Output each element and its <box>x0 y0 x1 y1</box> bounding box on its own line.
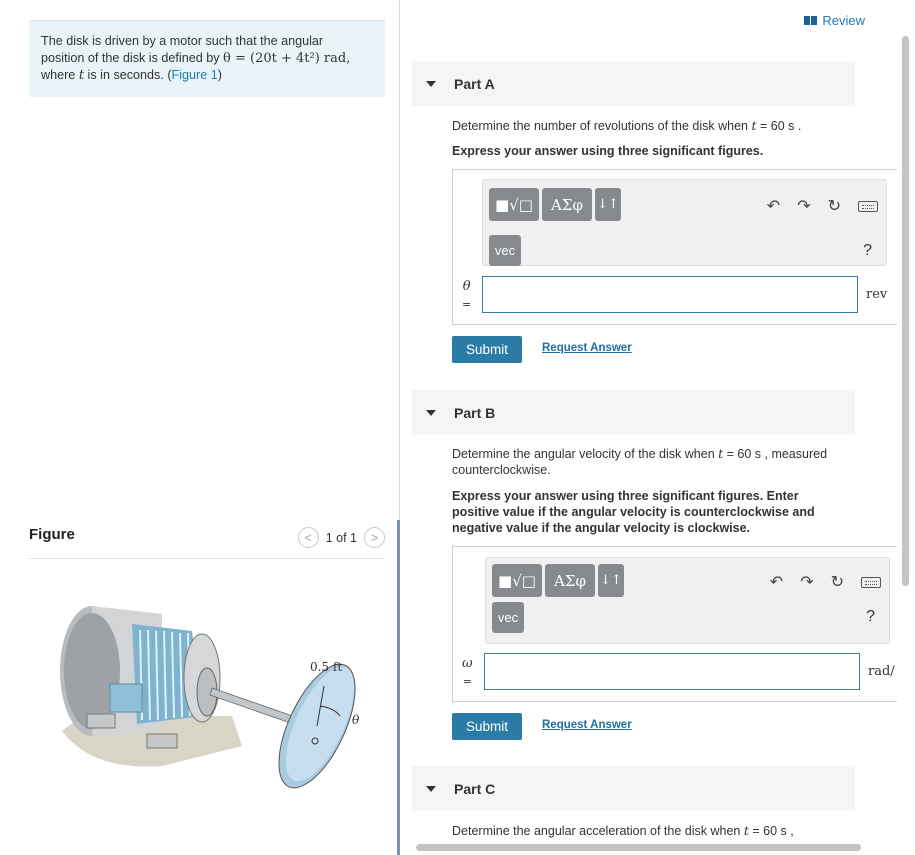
help-icon[interactable]: ? <box>866 608 875 625</box>
next-figure-button[interactable]: > <box>364 527 385 548</box>
omega-symbol: ω <box>462 656 473 671</box>
part-b-question-end: = 60 s , measured <box>723 447 828 461</box>
part-a-answer-box <box>452 169 897 325</box>
part-a-request-answer-link[interactable]: Request Answer <box>542 342 632 354</box>
prev-figure-button[interactable]: < <box>298 527 319 548</box>
part-b-instruction-2: positive value if the angular velocity is counterclockwise and <box>452 505 815 519</box>
part-b-instruction-3: negative value if the angular velocity is clockwise. <box>452 521 751 535</box>
part-a-question-text: Determine the number of revolutions of the disk when <box>452 119 752 133</box>
problem-text-5: ) <box>217 68 222 82</box>
figure-page-count: 1 of 1 <box>325 530 357 545</box>
problem-statement <box>29 20 385 97</box>
help-icon[interactable]: ? <box>863 242 872 259</box>
part-a-instruction: Express your answer using three significant figures. <box>452 144 764 158</box>
part-b-question <box>452 446 827 478</box>
part-b-request-answer-link[interactable]: Request Answer <box>542 719 632 731</box>
problem-text-3: where <box>41 68 79 82</box>
part-a-question <box>452 118 801 134</box>
greek-symbols-button[interactable]: ΑΣφ <box>542 188 592 221</box>
redo-icon[interactable]: ↷ <box>800 574 814 591</box>
part-a-t-var: t <box>751 118 757 133</box>
part-b-question-line2: counterclockwise. <box>452 463 551 477</box>
math-toolbar <box>485 557 890 644</box>
theta-symbol: θ <box>462 279 471 294</box>
keyboard-icon[interactable] <box>858 201 878 212</box>
part-a-answer-input[interactable] <box>482 276 858 313</box>
theta-label: θ <box>352 713 360 727</box>
part-b-answer-box <box>452 546 897 702</box>
part-b-title: Part B <box>454 404 496 421</box>
collapse-caret-icon[interactable] <box>426 410 436 416</box>
reset-icon[interactable]: ↻ <box>827 198 841 215</box>
part-b-question-text: Determine the angular velocity of the disk when <box>452 447 719 461</box>
vec-button[interactable]: vec <box>492 602 524 633</box>
templates-button[interactable]: ■√□ <box>489 188 539 221</box>
greek-symbols-button[interactable]: ΑΣφ <box>545 564 595 597</box>
omega-variable-label <box>462 655 473 691</box>
review-label: Review <box>822 13 865 28</box>
horizontal-scrollbar[interactable] <box>416 844 861 851</box>
questions-panel <box>400 0 915 855</box>
part-c-header[interactable] <box>412 766 855 811</box>
arrows-button[interactable]: ↓↑ <box>595 188 621 221</box>
templates-button[interactable]: ■√□ <box>492 564 542 597</box>
vec-button[interactable]: vec <box>489 235 521 266</box>
review-link[interactable] <box>804 13 865 28</box>
part-a-unit: rev <box>866 287 888 302</box>
part-c-title: Part C <box>454 780 496 797</box>
equals-sign: = <box>462 298 472 311</box>
part-a-submit-button[interactable]: Submit <box>452 336 522 363</box>
keyboard-icon[interactable] <box>861 577 881 588</box>
reset-icon[interactable]: ↻ <box>830 574 844 591</box>
part-a-question-end: = 60 s . <box>756 119 802 133</box>
problem-text-4: is in seconds. ( <box>84 68 172 82</box>
part-b-header[interactable] <box>412 390 855 435</box>
part-a-header[interactable] <box>412 61 855 106</box>
part-c-question-end: = 60 s , <box>748 824 794 838</box>
edit-controls <box>770 572 881 592</box>
undo-icon[interactable]: ↶ <box>769 574 784 591</box>
t-variable: t <box>78 68 85 83</box>
part-c-t-var: t <box>743 823 749 838</box>
problem-text-2: position of the disk is defined by <box>41 51 224 65</box>
figure-link[interactable]: Figure 1 <box>171 68 218 82</box>
part-b-instruction <box>452 488 815 536</box>
figure-title: Figure <box>29 526 75 543</box>
book-icon <box>804 16 817 25</box>
radius-label: 0.5 ft <box>310 660 343 674</box>
theta-variable-label <box>462 278 471 314</box>
part-b-answer-input[interactable] <box>484 653 860 690</box>
part-b-submit-button[interactable]: Submit <box>452 713 522 740</box>
redo-icon[interactable]: ↷ <box>797 198 811 215</box>
problem-panel <box>0 0 400 855</box>
problem-text-1: The disk is driven by a motor such that the angular <box>41 34 324 48</box>
arrows-button[interactable]: ↓↑ <box>598 564 624 597</box>
undo-icon[interactable]: ↶ <box>766 198 781 215</box>
part-c-question-text: Determine the angular acceleration of the disk when <box>452 824 744 838</box>
part-b-t-var: t <box>718 446 724 461</box>
figure-pager <box>298 527 385 548</box>
part-b-unit: rad/ <box>868 664 895 679</box>
part-a-title: Part A <box>454 75 495 92</box>
figure-header <box>29 524 385 559</box>
equals-sign: = <box>462 675 472 688</box>
collapse-caret-icon[interactable] <box>426 786 436 792</box>
motor-disk-figure <box>52 596 372 806</box>
math-toolbar <box>482 179 887 266</box>
part-c-question <box>452 823 794 839</box>
part-b-instruction-1: Express your answer using three significant figures. Enter <box>452 489 799 503</box>
edit-controls <box>767 196 878 216</box>
collapse-caret-icon[interactable] <box>426 81 436 87</box>
vertical-scrollbar[interactable] <box>902 36 909 586</box>
theta-expression: θ = (20t + 4t²) rad, <box>223 51 351 66</box>
